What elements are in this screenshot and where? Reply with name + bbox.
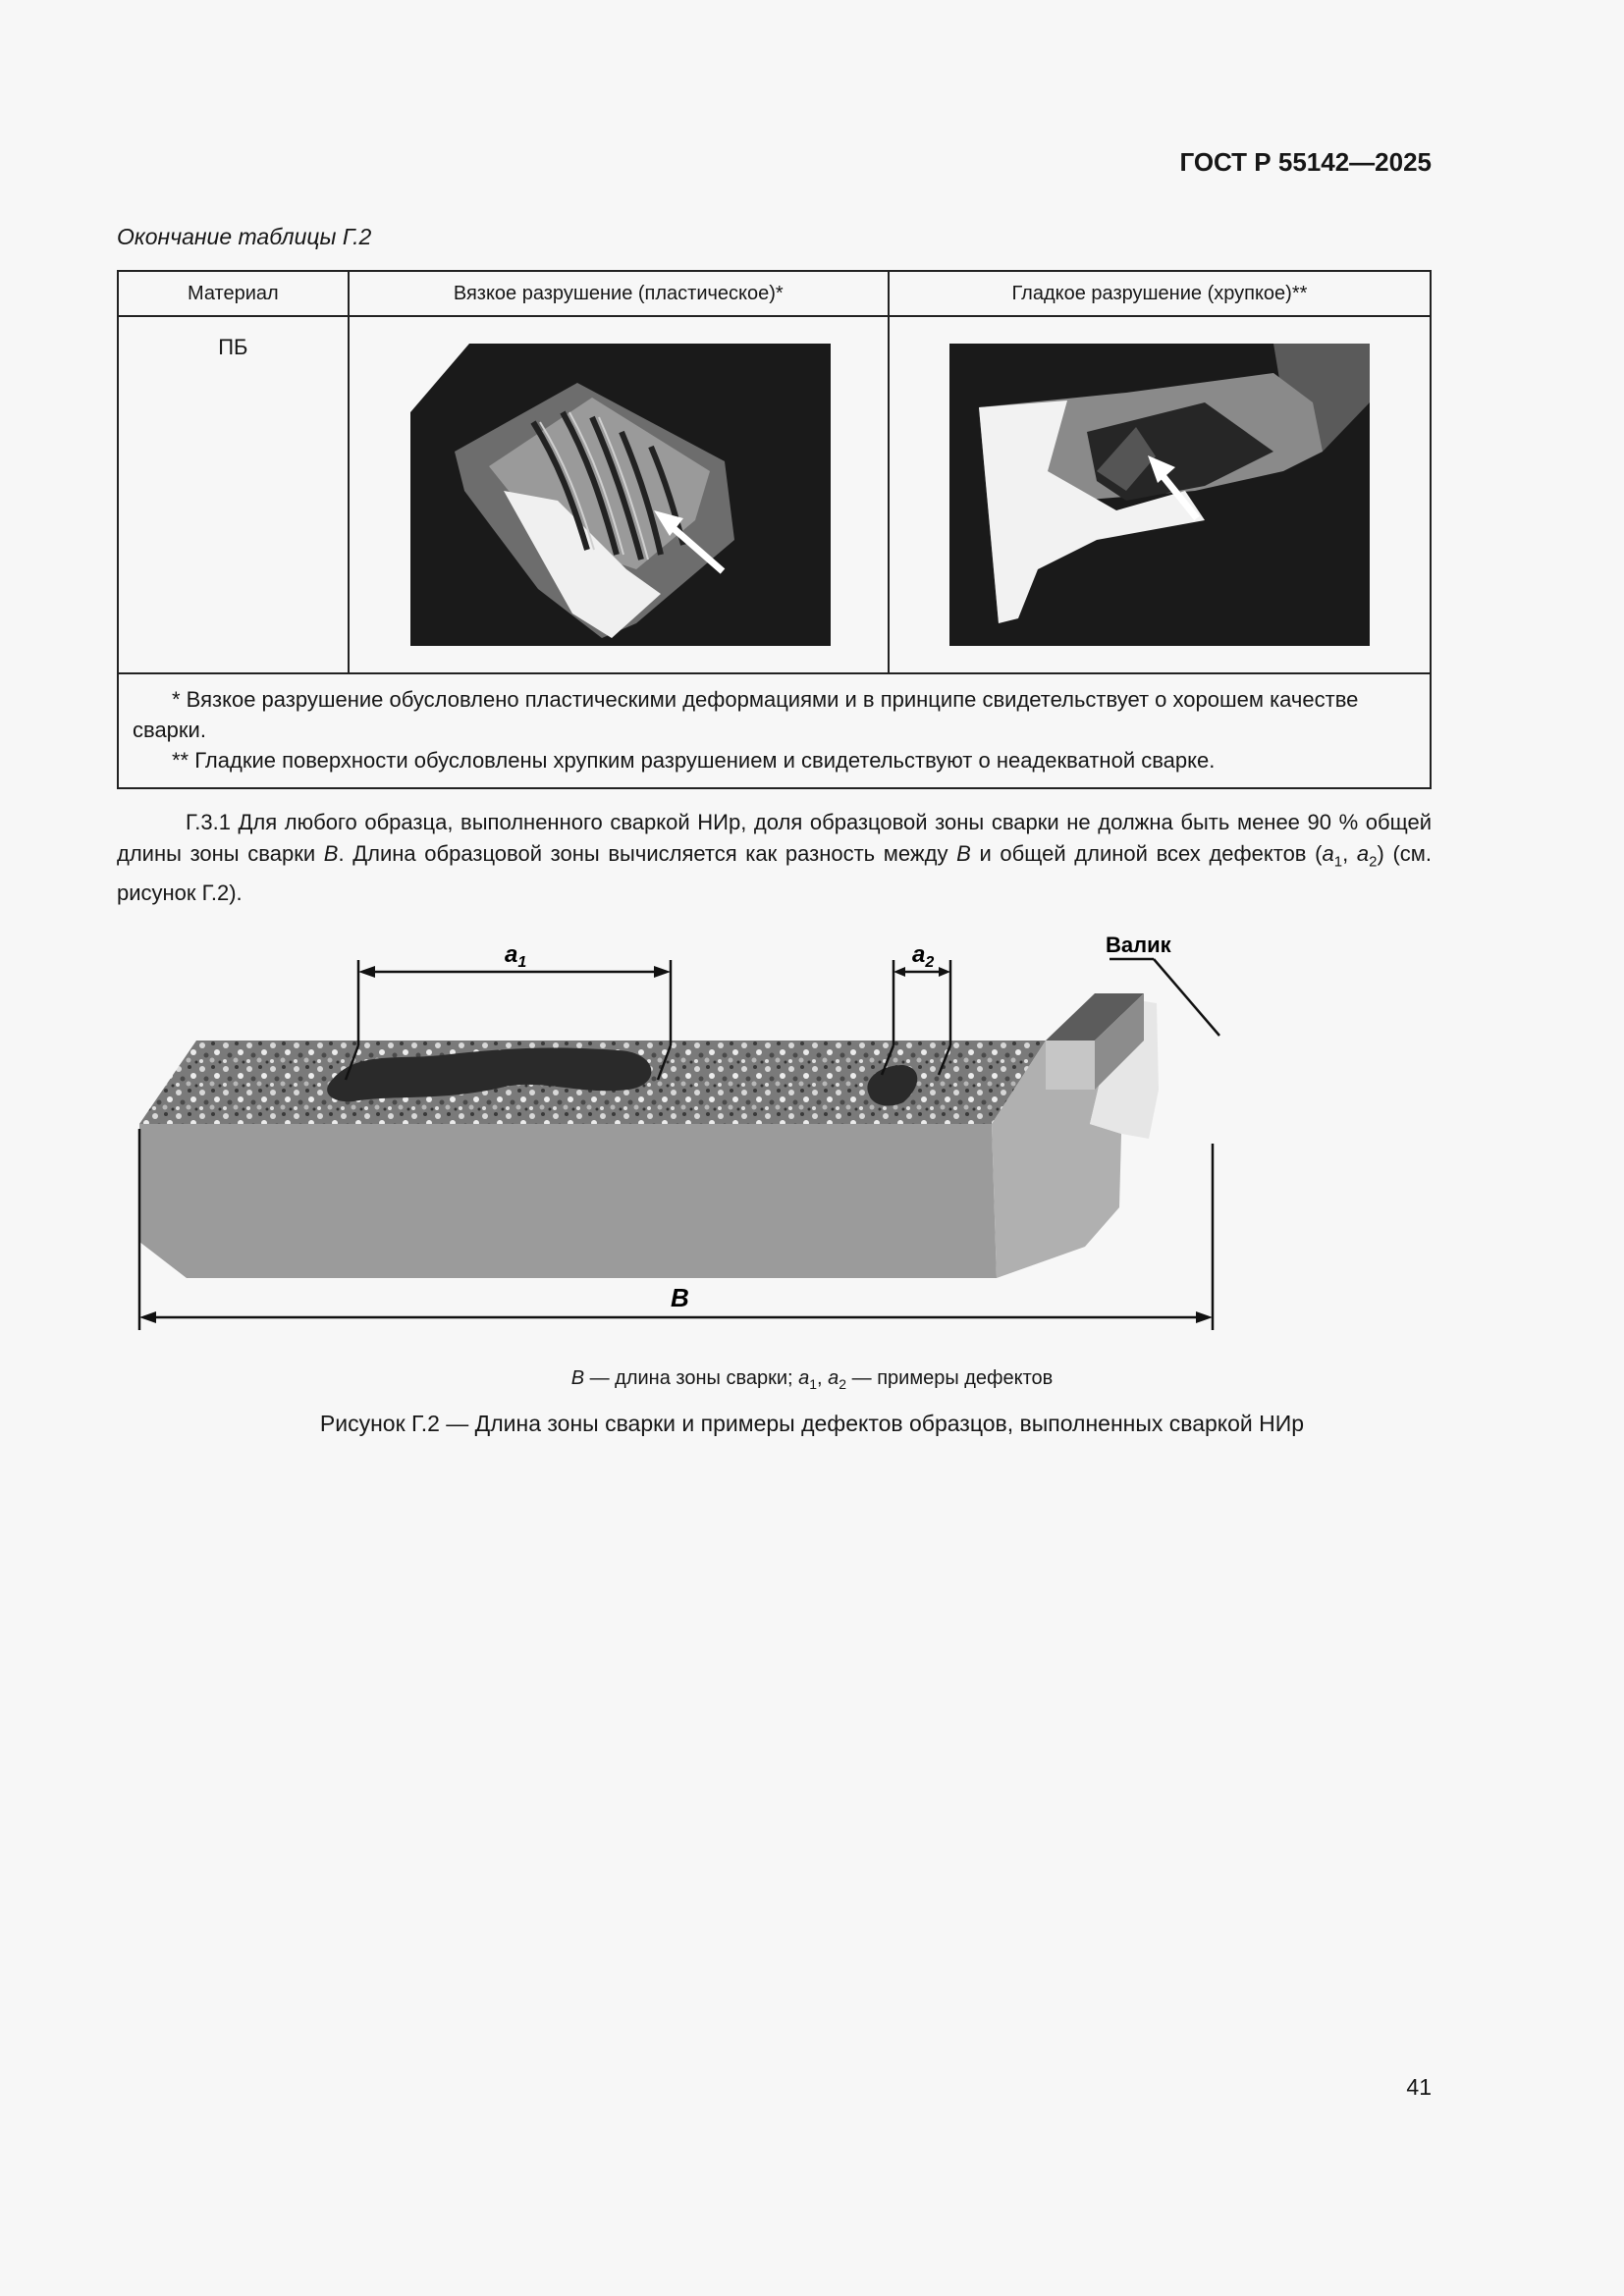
symbol-B: B (956, 841, 971, 866)
symbol-a: a (1322, 841, 1334, 866)
bead-front (1046, 1041, 1095, 1090)
legend-symbol-a: a (798, 1367, 810, 1389)
legend-part1: — длина зоны сварки; (584, 1367, 799, 1389)
brittle-photo-cell (889, 316, 1431, 673)
header-material: Материал (118, 271, 349, 316)
ductile-fracture-photo (410, 344, 831, 646)
label-valik: Валик (1106, 933, 1171, 957)
table-row (118, 316, 1431, 673)
figure-legend (0, 1367, 1624, 1392)
legend-separator: , (817, 1367, 829, 1389)
material-cell: ПБ (118, 316, 349, 673)
legend-symbol-a: a (828, 1367, 839, 1389)
page-number: 41 (1406, 2074, 1432, 2100)
table-notes (118, 673, 1431, 788)
weld-front-face (139, 1124, 997, 1278)
header-brittle: Гладкое разрушение (хрупкое)** (889, 271, 1431, 316)
note-brittle: ** Гладкие поверхности обусловлены хрупким разрушением и свидетельствуют о неадекватной сварке. (172, 748, 1216, 773)
subscript-2: 2 (1369, 853, 1378, 871)
header-ductile: Вязкое разрушение (пластическое)* (349, 271, 889, 316)
paragraph-lead: Г.3.1 Для любого образца, выполненного сваркой НИр, доля образцовой зоны сварки не должна быть менее 90 % общей длины зоны сварки (117, 810, 1432, 866)
document-header: ГОСТ Р 55142—2025 (1179, 147, 1432, 177)
label-a2: $a_2$ (912, 941, 935, 971)
paragraph-g31 (117, 807, 1432, 909)
legend-part2: — примеры дефектов (846, 1367, 1054, 1389)
table-header-row (118, 271, 1431, 316)
label-B: B (671, 1283, 689, 1312)
separator: , (1342, 841, 1357, 866)
fracture-table (117, 270, 1432, 789)
figure-title: Рисунок Г.2 — Длина зоны сварки и примеры дефектов образцов, выполненных сваркой НИр (319, 1411, 1305, 1436)
paragraph-mid2: и общей длиной всех дефектов ( (970, 841, 1323, 866)
brittle-fracture-photo (949, 344, 1370, 646)
legend-symbol-B: B (570, 1367, 585, 1389)
subscript-1: 1 (1333, 853, 1343, 871)
table-caption: Окончание таблицы Г.2 (117, 224, 372, 249)
legend-sub1: 1 (809, 1376, 818, 1392)
note-ductile: * Вязкое разрушение обусловлено пластическими деформациями и в принципе свидетельствует о хорошем качестве сварки. (133, 687, 1359, 742)
symbol-a: a (1356, 841, 1370, 866)
symbol-B: B (323, 841, 339, 866)
table-notes-row (118, 673, 1431, 788)
paragraph-tail: ) (см. рисунок Г.2). (117, 841, 1433, 906)
ductile-photo-cell (349, 316, 889, 673)
weld-zone-figure (128, 923, 1434, 1345)
legend-sub2: 2 (839, 1376, 847, 1392)
label-a1: $a_1$ (505, 941, 527, 971)
paragraph-mid1: . Длина образцовой зоны вычисляется как разность между (338, 841, 957, 866)
